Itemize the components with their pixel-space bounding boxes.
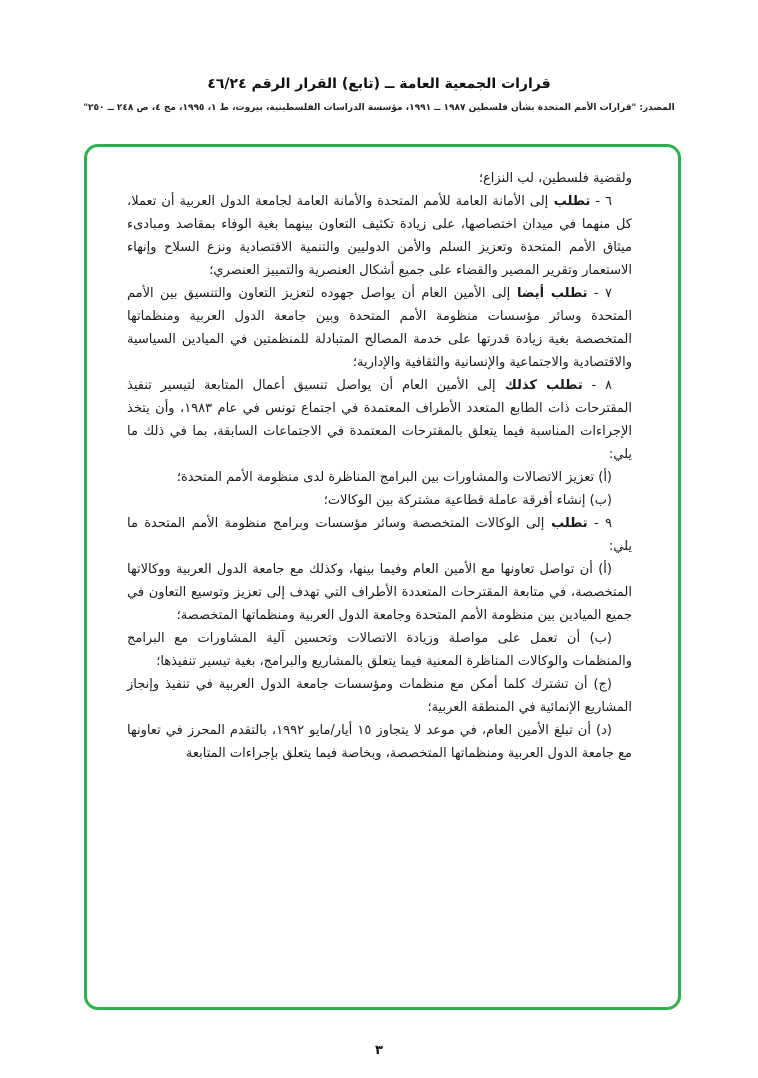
body-subparagraph	[127, 558, 632, 627]
item-letter: (ب)	[585, 493, 612, 508]
body-paragraph	[127, 512, 632, 558]
body-subparagraph	[127, 627, 632, 673]
body-subparagraph	[127, 673, 632, 719]
paragraph-text: أن تشترك كلما أمكن مع منظمات ومؤسسات جامعة الدول العربية في تنفيذ وإنجاز المشاريع الإنمائية في المنطقة العربية؛	[127, 677, 632, 715]
body-subparagraph	[127, 466, 632, 489]
operative-verb: تطلب كذلك	[495, 378, 583, 393]
item-number: ٦ -	[590, 194, 613, 209]
paragraph-text: تعزيز الاتصالات والمشاورات بين البرامج المناظرة لدى منظومة الأمم المتحدة؛	[176, 470, 595, 485]
source-line: المصدر: "قرارات الأمم المتحدة بشأن فلسطين ١٩٨٧ ــ ١٩٩١، مؤسسة الدراسات الفلسطينية، بيروت، ط ١، ١٩٩٥، مج ٤، ص ٢٤٨ ــ ٢٥٠"	[83, 103, 675, 113]
item-letter: (أ)	[592, 562, 612, 577]
item-number: ٧ -	[587, 286, 612, 301]
paragraph-text: ولقضية فلسطين، لب النزاع؛	[478, 171, 632, 186]
body-paragraph	[127, 190, 632, 282]
paragraph-text: إلى الأمانة العامة للأمم المتحدة والأمانة العامة لجامعة الدول العربية أن تعملا، كل منهما في ميدان اختصاصها، على زيادة تكثيف التعاون بينهما بغية الوفاء بمقاصد ومبادىء ميثاق الأمم المتحدة وتعزيز السلم والأمن الدوليين والتنمية الاقتصادية ونزع السلاح وإنهاء الاستعمار وتقرير المصير والقضاء على جميع أشكال العنصرية والتمييز العنصري؛	[127, 194, 632, 278]
body-paragraph	[127, 167, 632, 190]
paragraph-text: إلى الأمين العام أن يواصل جهوده لتعزيز التعاون والتنسيق بين الأمم المتحدة وسائر مؤسسات منظومة الأمم المتحدة وبين جامعة الدول العربية ومنظماتها المتخصصة بغية زيادة قدرتها على خدمة المصالح المتبادلة للمنظمتين في الميادين السياسية والاقتصادية والاجتماعية والإنسانية والثقافية والإدارية؛	[127, 286, 632, 370]
body-subparagraph	[127, 719, 632, 765]
operative-verb: تطلب	[544, 516, 588, 531]
operative-verb: تطلب أيضا	[510, 286, 588, 301]
item-letter: (ج)	[587, 677, 613, 692]
paragraph-text: إنشاء أفرقة عاملة قطاعية مشتركة بين الوكالات؛	[323, 493, 586, 508]
paragraph-text: أن تبلغ الأمين العام، في موعد لا يتجاوز ١٥ أيار/مايو ١٩٩٢، بالتقدم المحرز في تعاونها مع جامعة الدول العربية ومنظماتها المتخصصة، وبخاصة فيما يتعلق بإجراءات المتابعة	[127, 723, 632, 761]
body-subparagraph	[127, 489, 632, 512]
paragraph-text: إلى الأمين العام أن يواصل تنسيق أعمال المتابعة لتيسير تنفيذ المقترحات ذات الطابع المتعدد الأطراف المعتمدة في اجتماع تونس في عام ١٩٨٣، وأن يتخذ الإجراءات المناسبة فيما يتعلق بالمقترحات المعتمدة في الاجتماعات السابقة، بما في ذلك ما يلي:	[127, 378, 633, 462]
item-number: ٨ -	[582, 378, 612, 393]
page-title: قرارات الجمعية العامة ــ (تابع) القرار الرقم ٤٦/٢٤	[207, 76, 551, 92]
paragraph-text: أن تعمل على مواصلة وزيادة الاتصالات وتحسين آلية المشاورات مع البرامج والمنظمات والوكالات المناظرة المعنية فيما يتعلق بالمشاريع والبرامج، بغية تيسير تنفيذها؛	[127, 631, 632, 669]
item-letter: (ب)	[580, 631, 612, 646]
page-number: ٣	[375, 1043, 383, 1058]
body-paragraph	[127, 374, 632, 466]
item-number: ٩ -	[587, 516, 612, 531]
paragraph-text: إلى الوكالات المتخصصة وسائر مؤسسات وبرامج منظومة الأمم المتحدة ما يلي:	[127, 516, 632, 554]
operative-verb: تطلب	[548, 194, 591, 209]
text-border-box	[84, 144, 681, 1010]
item-letter: (د)	[590, 723, 612, 738]
resolution-body	[127, 167, 632, 765]
item-letter: (أ)	[594, 470, 612, 485]
body-paragraph	[127, 282, 632, 374]
paragraph-text: أن تواصل تعاونها مع الأمين العام وفيما بينها، وكذلك مع جامعة الدول العربية ووكالاتها المتخصصة، في متابعة المقترحات المتعددة الأطراف التي تهدف إلى تعزيز وتوسيع التعاون في جميع الميادين بين منظومة الأمم المتحدة وجامعة الدول العربية ومنظماتها المتخصصة؛	[127, 562, 632, 623]
